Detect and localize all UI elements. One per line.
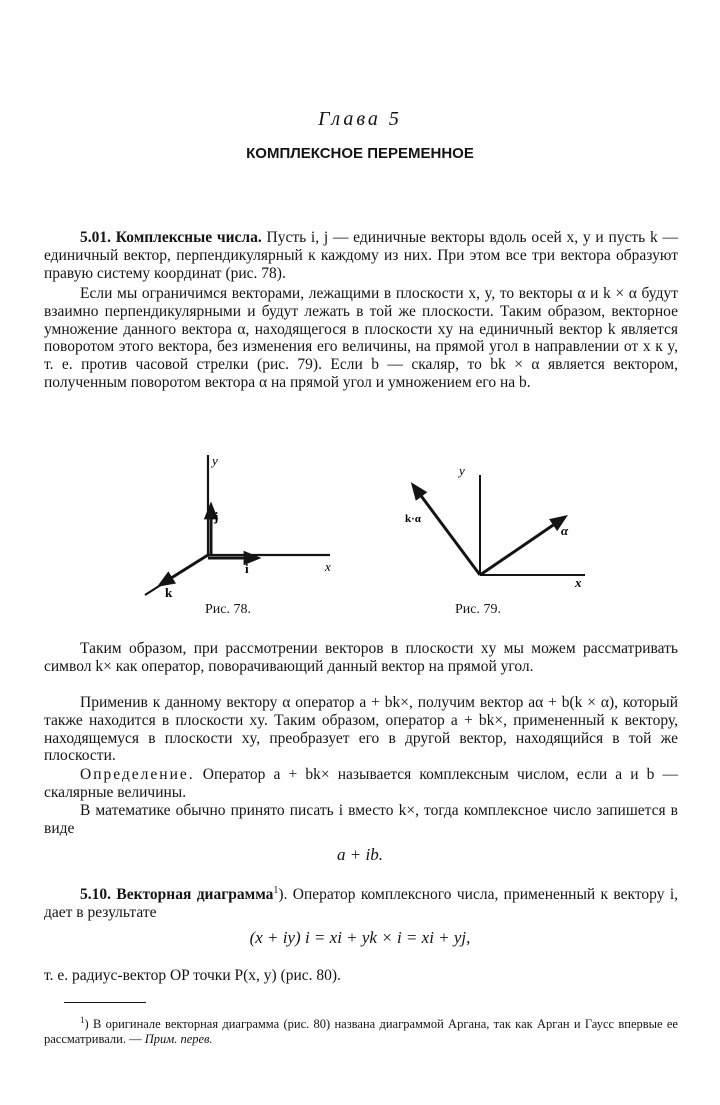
formula-a-plus-ib: a + ib. (337, 845, 383, 864)
formula-vector-diagram: (x + iy) i = xi + yk × i = xi + yj, (249, 928, 471, 947)
fig78-label-j: j (214, 509, 219, 524)
footnote-mark: 1 (273, 885, 279, 896)
section-text: Пусть i, j — единичные векторы вдоль осей x, y и пусть k — единичный вектор, перпендикулярный к каждому из них. При этом все три вектора образуют правую систему координат (рис. 78). (44, 229, 679, 282)
fig78-label-i: i (245, 561, 249, 576)
paragraph-applying-operator: Применив к данному вектору α оператор a + bk×, получим вектор aα + b(k × α), который также находится в плоскости xy. Таким образом, оператор a + bk×, примененный к вектору, находящемуся в плоскости xy, преобразует его в другой вектор, находящийся в той же плоскости. (44, 694, 678, 765)
definition-text: Оператор a + bk× называется комплексным числом, если a и b — скалярные величины. (44, 766, 678, 801)
fig79-k-alpha-vector (413, 485, 480, 575)
footnote (44, 1013, 678, 1047)
figure-78 (140, 445, 350, 605)
footnote-rule (64, 1002, 146, 1003)
fig78-label-k: k (165, 585, 173, 600)
footnote-number: 1 (80, 1015, 85, 1025)
figure-79-caption: Рис. 79. (455, 602, 501, 617)
section-heading: Векторная диаграмма (116, 886, 274, 904)
footnote-attribution: Прим. перев. (144, 1032, 213, 1047)
section-5-01-paragraph (44, 229, 678, 282)
fig79-alpha-vector (480, 517, 565, 575)
definition-label: Определение. (80, 766, 195, 783)
chapter-heading: Глава 5 (318, 108, 402, 130)
fig78-label-x: x (325, 559, 331, 574)
paragraph-radius-vector: т. е. радиус-вектор OP точки P(x, y) (рис. 80). (44, 967, 341, 984)
figure-78-caption: Рис. 78. (205, 602, 251, 617)
fig79-label-x: x (575, 575, 582, 590)
figure-79 (395, 445, 595, 605)
section-5-10-paragraph (44, 882, 678, 922)
section-number: 5.01. (80, 229, 111, 246)
footnote-text: ) В оригинале векторная диаграмма (рис. 80) названа диаграммой Аргана, так как Арган и Гаусс впервые ее рассматривали. — (44, 1017, 678, 1047)
fig79-label-alpha: α (561, 523, 569, 538)
section-heading: Комплексные числа. (115, 229, 262, 246)
paragraph-vectors-in-plane: Если мы ограничимся векторами, лежащими в плоскости x, y, то векторы α и k × α будут взаимно перпендикулярными и будут лежать в той же плоскости. Таким образом, векторное умножение данного вектора α, находящегося в плоскости xy на единичный вектор k является поворотом этого вектора, без изменения его величины, на прямой угол в направлении от x к y, т. е. против часовой стрелки (рис. 79). Если b — скаляр, то bk × α является вектором, полученным поворотом вектора α на прямой угол и умножением его на b. (44, 285, 678, 391)
section-number: 5.10. (80, 886, 111, 904)
fig79-label-k-alpha: k·α (405, 513, 421, 525)
fig79-label-y: y (459, 463, 465, 478)
paragraph-operator: Таким образом, при рассмотрении векторов в плоскости xy мы можем рассматривать символ k× как оператор, поворачивающий данный вектор на прямой угол. (44, 640, 678, 675)
paragraph-definition (44, 766, 678, 802)
section-text: ). Оператор комплексного числа, примененный к вектору i, дает в результате (44, 886, 679, 921)
fig78-label-y: y (212, 453, 218, 468)
k-vector (160, 555, 208, 585)
chapter-title: КОМПЛЕКСНОЕ ПЕРЕМЕННОЕ (246, 145, 474, 162)
paragraph-notation: В математике обычно принято писать i вместо k×, тогда комплексное число запишется в виде (44, 802, 678, 837)
